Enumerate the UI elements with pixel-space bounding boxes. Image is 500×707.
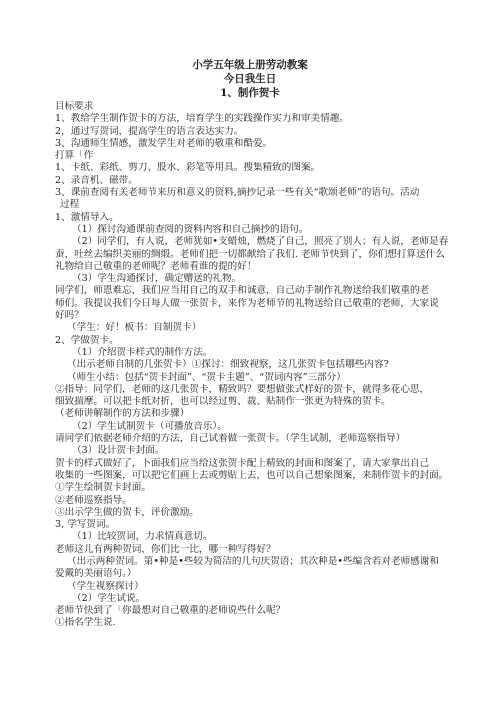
text-line: ②指导：同学们，老师的这几张贺卡，精致吗？要想做张式样好的贺卡，就得多花心思， <box>55 383 430 395</box>
text-line: 礼物给自己敬重的老师呢？老师看谁的提的好！ <box>55 260 257 272</box>
text-line: 3、课前查阅有关老师节来历和意义的资料,摘抄记录一些有关“歌颂老师”的语句。活动 <box>55 187 420 199</box>
text-line: （出示两种贺词。第•种是•些较为简洁的几句庆贺语；其次种是•些编含若对老师感谢和 <box>67 555 439 567</box>
text-line: 1、教给学生制作贺卡的方法，培育学生的实践操作实力和审美情趣。 <box>55 113 349 125</box>
text-line: 收集的一些图案，可以把它们画上去或剪贴上去，也可以自己想象图案，来制作贺卡的封面。 <box>55 469 449 481</box>
text-line: （学生：好！板书：自制贺卡） <box>67 322 202 334</box>
text-line: 老师这儿有两种贺词，你们比一比，哪一种写得好？ <box>55 543 276 555</box>
lesson-title: 1、制作贺卡 <box>220 87 280 99</box>
section-heading: 目标要求 <box>55 101 94 112</box>
text-line: 爱戴的美丽语句。） <box>55 568 137 580</box>
text-line: ①学生绘制贺卡封面。 <box>55 482 151 494</box>
text-line: 2、学做贺卡。 <box>55 334 119 346</box>
title-block <box>0 58 500 100</box>
text-line: （出示老师自制的几张贺卡）①探讨：细致视察，这几张贺卡包括哪些内容? <box>67 359 389 371</box>
text-line: （1）介绍贺卡样式的制作方法。 <box>72 346 213 358</box>
document-title: 小学五年级上册劳动教案 <box>192 59 308 71</box>
text-line: 好吗？ <box>55 310 84 322</box>
text-line: ②老师巡察指导。 <box>55 494 132 506</box>
section-heading: 过程 <box>60 199 80 211</box>
text-line: （2）同学们，有人说，老师犹如•支蜡烛，燃烧了自己，照亮了别人；有人说，老师是春 <box>72 236 449 248</box>
text-line: （学生视察探讨） <box>67 580 144 592</box>
text-line: （1）探讨沟通课前查阅的资料内容和自己摘抄的语句。 <box>72 223 309 235</box>
text-line: （1）比较贺词，力求情真意切。 <box>72 531 213 543</box>
text-line: （2）学生试制贺卡（可播放音乐）。 <box>72 420 227 432</box>
text-line: 3、沟通师生情感，激发学生对老师的敬重和酷爱。 <box>55 137 273 149</box>
section-heading: 打算「作 <box>55 150 94 162</box>
text-line: 3, 学写贺词。 <box>55 519 116 531</box>
text-line: 贺卡的样式做好了，卜面我们应当给这张贺卡配上精致的封面和图案了，请大家拿出自己 <box>55 457 430 469</box>
text-line: 2、录音机、磁带。 <box>55 174 138 186</box>
text-line: （3）学生沟通探讨，确定赠送的礼物。 <box>72 273 242 285</box>
text-line: 细致揣摩。可以把卡纸对折，也可以经过剪、裁、贴制作一张更为特殊的贺卡。 <box>55 396 391 408</box>
document-body <box>55 101 450 630</box>
text-line: ③出示学生做的贺卡，评价激励。 <box>55 506 199 518</box>
text-line: 请同学们依据老师介绍的方法，自己试着做一张贺卡。（学生试制，老师巡察指导） <box>55 433 406 445</box>
text-line: 蚕，吐丝去编织美丽的绸缎。老师们把一切都献给了我们. 老师节快到了，你们想打算送什么 <box>55 248 445 260</box>
document-subtitle: 今日我生日 <box>223 73 277 85</box>
text-line: （老师讲解制作的方法和步骤） <box>55 408 190 420</box>
text-line: （3）设计贺卡封面。 <box>72 445 165 457</box>
text-line: 老师节快到了「你最想对自己敬重的老师说些什么呢？ <box>55 605 286 617</box>
text-line: 同学们，师恩难忘，我们应当用自己的双手和诚意，自己动手制作礼物送给我们敬重的老 <box>55 285 430 297</box>
text-line: 1、卡纸、彩纸、剪刀、股水、彩笔等用具。搜集精致的图案。 <box>55 162 321 174</box>
text-line: 2，通过写贺词，提高学生的语言表达实力。 <box>55 125 244 137</box>
text-line: 1、激情导入。 <box>55 211 119 223</box>
text-line: ①指名学生说. <box>55 617 116 629</box>
text-line: （2）学生试说。 <box>72 592 146 604</box>
text-line: （师生小结：包括“贺卡封面”、“贺卡主题”、“贺词内容”三部分） <box>67 371 346 383</box>
text-line: 师们。我提议我们今日每人做一张贺卡，来作为老师节的礼物送给自己敬重的老师，大家说 <box>55 297 439 309</box>
